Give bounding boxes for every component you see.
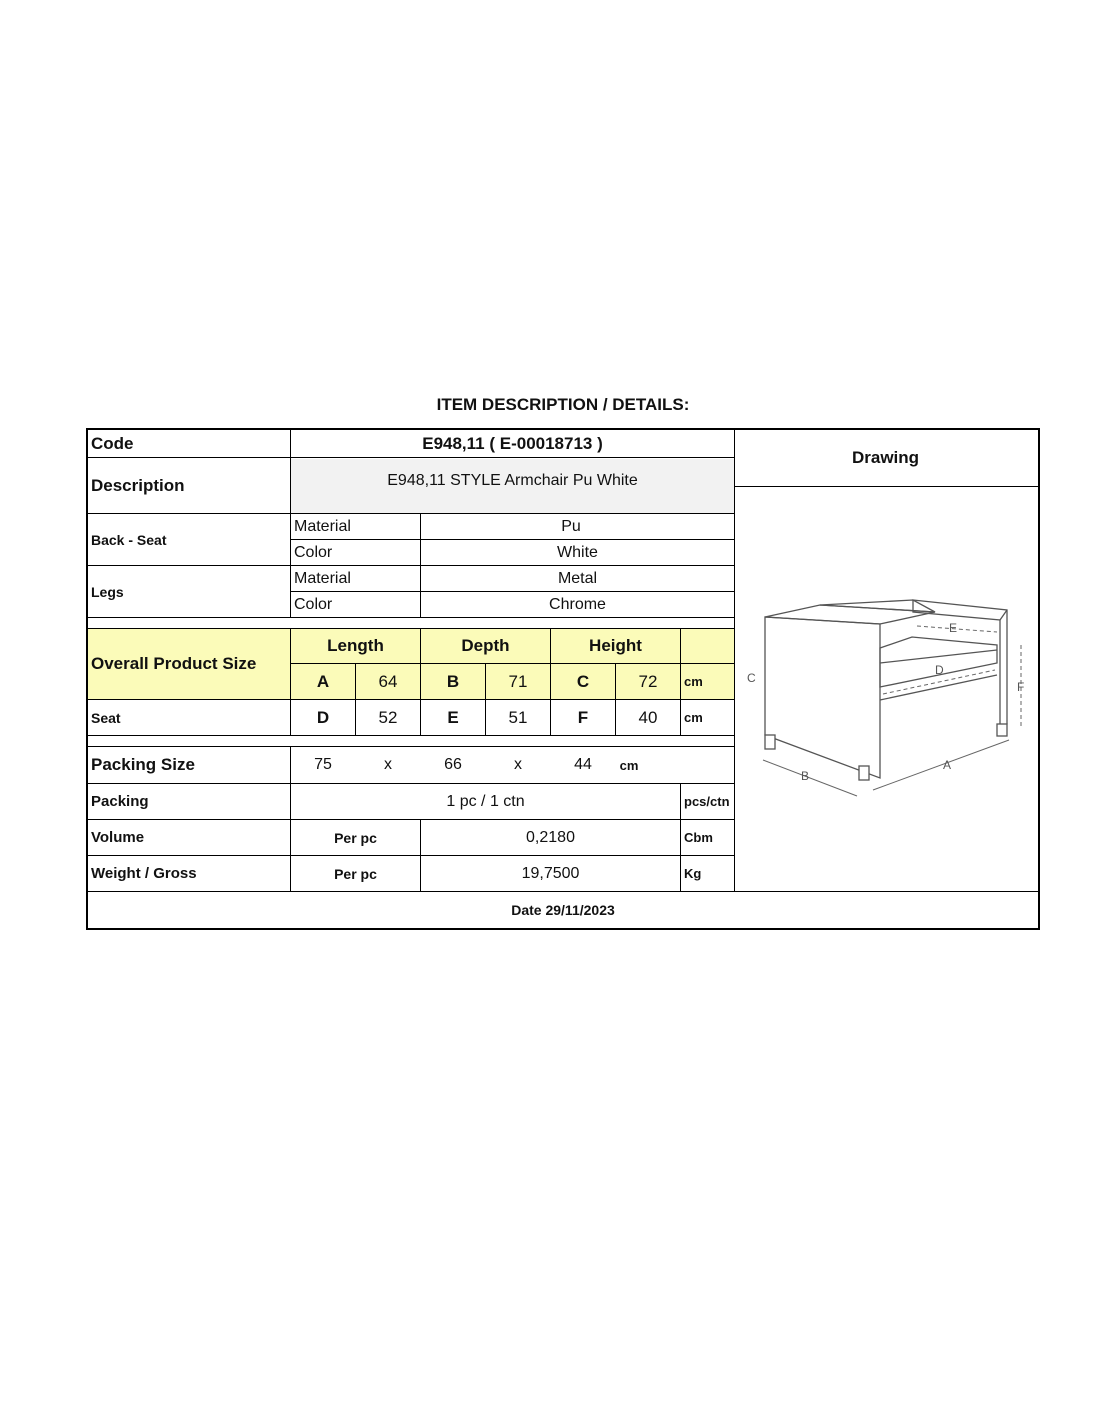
overall-size-label: Overall Product Size [91, 654, 257, 673]
back-seat-color-label: Color [294, 543, 333, 561]
packing-label: Packing [91, 793, 149, 810]
seat-label: Seat [91, 709, 121, 726]
page-title: ITEM DESCRIPTION / DETAILS: [436, 395, 690, 414]
height-header: Height [589, 636, 642, 655]
code-label: Code [91, 433, 134, 453]
dimension-f-value: 40 [638, 707, 658, 727]
volume-per: Per pc [334, 829, 377, 846]
dimension-c-label: C [576, 671, 590, 691]
back-seat-label: Back - Seat [91, 531, 167, 548]
armchair-seat [880, 637, 997, 687]
dimension-b-value: 71 [508, 671, 528, 691]
dimension-e-value: 51 [508, 707, 528, 727]
description-label: Description [91, 475, 185, 495]
packing-size-unit: cm [619, 757, 639, 773]
drawing-letter-f: F [1017, 680, 1025, 694]
dimension-b-label: B [446, 671, 460, 691]
legs-material: Metal [557, 569, 598, 587]
drawing-letter-b: B [801, 769, 810, 783]
packing-size-x1: x [384, 756, 392, 773]
packing-unit: pcs/ctn [684, 794, 730, 809]
dimension-a-value: 64 [378, 671, 398, 691]
packing-value: 1 pc / 1 ctn [446, 792, 525, 810]
volume-label: Volume [91, 829, 145, 846]
drawing-letter-a: A [943, 758, 952, 772]
legs-color-label: Color [294, 595, 333, 613]
packing-size-width: 66 [444, 756, 462, 773]
armchair-back [820, 600, 935, 612]
depth-header: Depth [461, 636, 510, 655]
armchair-leg [765, 735, 775, 749]
legs-label: Legs [91, 583, 124, 600]
packing-size-length: 75 [314, 756, 332, 773]
packing-size-label: Packing Size [91, 755, 195, 774]
drawing-letter-c: C [747, 671, 756, 685]
seat-unit: cm [684, 710, 703, 725]
back-seat-material-label: Material [294, 517, 351, 535]
drawing-label: Drawing [851, 448, 920, 467]
legs-color: Chrome [549, 595, 606, 613]
drawing-letter-d: D [935, 663, 944, 677]
dimension-a-label: A [316, 671, 330, 691]
packing-size-x2: x [514, 756, 522, 773]
length-header: Length [327, 636, 384, 655]
weight-value: 19,7500 [521, 864, 580, 882]
dimension-c-value: 72 [638, 671, 658, 691]
armchair-front-arm [765, 617, 880, 778]
drawing-letter-e: E [949, 621, 958, 635]
back-seat-material: Pu [561, 517, 581, 535]
legs-material-label: Material [294, 569, 351, 587]
dimension-e-label: E [447, 707, 459, 727]
volume-unit: Cbm [684, 830, 713, 845]
volume-value: 0,2180 [526, 828, 575, 846]
overall-size-unit: cm [684, 674, 703, 689]
packing-size-height: 44 [574, 756, 592, 773]
dimension-d-value: 52 [378, 707, 398, 727]
weight-per: Per pc [334, 865, 377, 882]
dimension-f-label: F [577, 707, 589, 727]
description-value: E948,11 STYLE Armchair Pu White [387, 471, 638, 489]
date-label: Date 29/11/2023 [511, 902, 615, 918]
back-seat-color: White [557, 543, 598, 561]
dimension-d-label: D [316, 707, 330, 727]
armchair-drawing [659, 590, 1039, 800]
weight-label: Weight / Gross [91, 865, 197, 882]
code-value: E948,11 ( E-00018713 ) [422, 433, 603, 453]
weight-unit: Kg [684, 866, 702, 881]
